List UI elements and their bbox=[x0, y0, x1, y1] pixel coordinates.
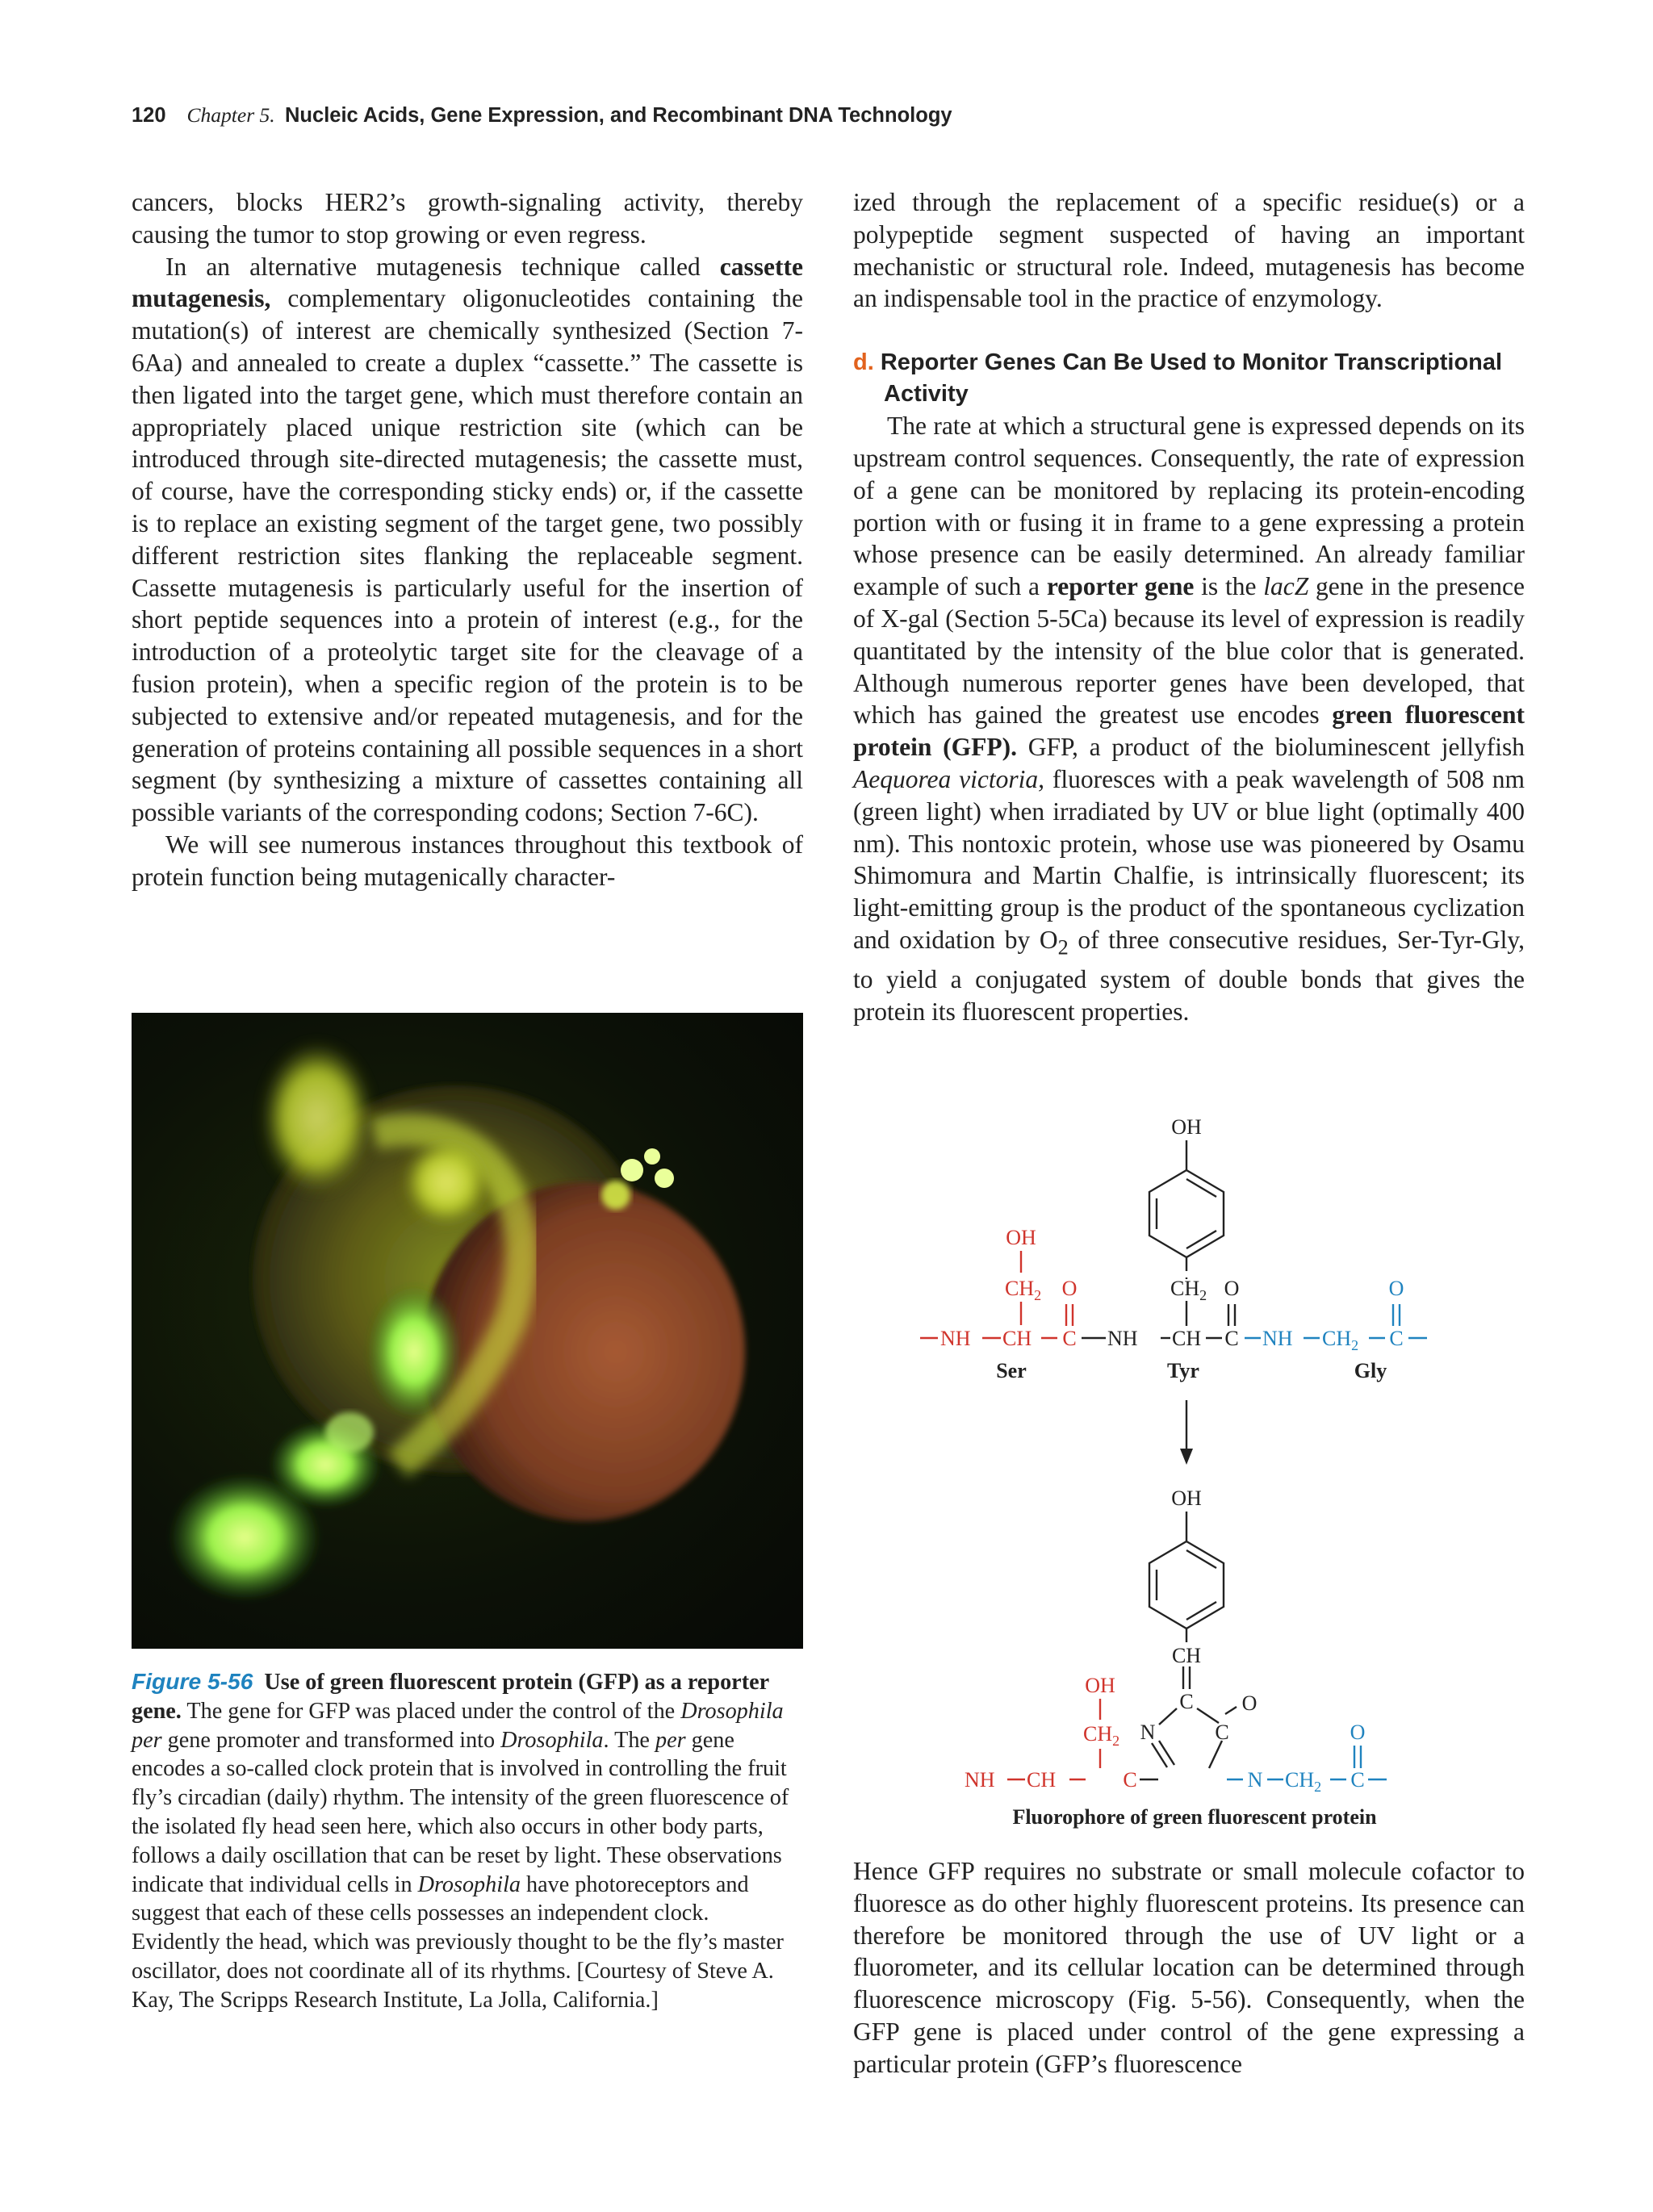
figure-label: Figure 5-56 bbox=[132, 1668, 253, 1694]
fluorophore-ser-ch2: $CH_2$ bbox=[1083, 1722, 1120, 1749]
paragraph: cancers, blocks HER2’s growth-signaling activity, thereby causing the tumor to stop growing or even regress. bbox=[132, 188, 803, 249]
gly-label: Gly bbox=[1354, 1359, 1387, 1382]
tyr-carbonyl-o: O bbox=[1224, 1277, 1240, 1300]
hydroxyl-label: OH bbox=[1171, 1115, 1202, 1139]
fluorophore-ch: CH bbox=[1027, 1768, 1057, 1792]
tyr-ch2-label: $CH_2$ bbox=[1170, 1277, 1207, 1303]
fly-head-photo bbox=[132, 1013, 803, 1649]
gly-ch2: $CH_2$ bbox=[1322, 1327, 1359, 1353]
paragraph: We will see numerous instances throughout this textbook of protein function being mutagenically character- bbox=[132, 830, 803, 891]
key-term: green fluorescent protein (GFP). bbox=[853, 700, 1525, 762]
gly-nh: NH bbox=[1262, 1327, 1293, 1350]
ser-carbonyl-o: O bbox=[1061, 1277, 1078, 1300]
fluorophore-gly-o: O bbox=[1350, 1721, 1366, 1744]
right-column bbox=[853, 186, 1525, 1028]
ser-ch: CH bbox=[1002, 1327, 1032, 1350]
key-term: cassette mutagenesis, bbox=[132, 252, 803, 313]
ring-carbonyl-o: O bbox=[1241, 1691, 1258, 1715]
fluorophore-gly-ch2: $CH_2$ bbox=[1285, 1768, 1322, 1795]
fluorophore-methine: CH bbox=[1171, 1644, 1202, 1667]
gly-carbonyl-o: O bbox=[1388, 1277, 1404, 1300]
chemical-structures bbox=[888, 1093, 1501, 1836]
ring-n: N bbox=[1140, 1721, 1156, 1744]
fluorophore-ser-oh: OH bbox=[1085, 1674, 1115, 1697]
chapter-title: Nucleic Acids, Gene Expression, and Recombinant DNA Technology bbox=[285, 104, 952, 127]
paragraph: The rate at which a structural gene is expressed depends on its upstream control sequences. Consequently, the rate of expression of a gene can be monitored by replacing its protein-encoding portion with or fusing it in frame to a gene expressing a protein whose presence can be easily determined. An already familiar example of such a reporter gene is the lacZ gene in the presence of X-gal (Section 5-5Ca) because its level of expression is readily quantitated by the intensity of the blue color that is generated. Although numerous reporter genes have been developed, that which has gained the greatest use encodes green fluorescent protein (GFP). GFP, a product of the bioluminescent jellyfish Aequorea victoria, fluoresces with a peak wavelength of 508 nm (green light) when irradiated by UV or blue light (optimally 400 nm). This nontoxic protein, whose use was pioneered by Osamu Shimomura and Martin Chalfie, is intrinsically fluorescent; its light-emitting group is the product of the spontaneous cyclization and oxidation by $O_2$ of three consecutive residues, Ser-Tyr-Gly, to yield a conjugated system of double bonds that gives the protein its fluorescent properties. bbox=[853, 412, 1525, 1026]
paragraph: ized through the replacement of a specific residue(s) or a polypeptide segment suspected of having an important mechanistic or structural role. Indeed, mutagenesis has become an indispensable tool in the practice of enzymology. bbox=[853, 188, 1525, 313]
left-column bbox=[132, 186, 803, 893]
running-header bbox=[132, 101, 1528, 130]
tyr-c: C bbox=[1224, 1327, 1239, 1350]
fluorophore-nh: NH bbox=[965, 1768, 995, 1792]
paragraph: Hence GFP requires no substrate or small molecule cofactor to fluoresce as do other highly fluorescent proteins. Its presence can therefore be monitored through the use of UV light or a fluorometer, and its cellular location can be determined through fluorescence microscopy (Fig. 5-56). Consequently, when the GFP gene is placed under control of the gene expressing a particular protein (GFP’s fluorescence bbox=[853, 1857, 1525, 2078]
ring-c2: C bbox=[1215, 1721, 1229, 1744]
gfp-chemistry-diagram bbox=[888, 1093, 1501, 1836]
ser-hydroxyl-label: OH bbox=[1006, 1226, 1036, 1249]
page-number: 120 bbox=[132, 104, 166, 127]
figure-title: Use of green fluorescent protein (GFP) as a reporter gene. bbox=[132, 1670, 769, 1724]
key-term: reporter gene bbox=[1046, 572, 1195, 601]
gfp-fly-image bbox=[132, 1013, 803, 1649]
section-letter: d. bbox=[853, 349, 874, 376]
fluorophore-gly-c: C bbox=[1350, 1768, 1365, 1792]
tyr-ch: CH bbox=[1172, 1327, 1202, 1350]
chapter-label: Chapter 5. bbox=[186, 103, 275, 127]
right-column-continued bbox=[853, 1855, 1525, 2080]
section-heading bbox=[853, 347, 1525, 410]
fluorophore-caption: Fluorophore of green fluorescent protein bbox=[1012, 1805, 1377, 1829]
fluorophore-c: C bbox=[1123, 1768, 1137, 1792]
tyr-nh: NH bbox=[1107, 1327, 1138, 1350]
ring-c: C bbox=[1179, 1690, 1194, 1713]
ser-c: C bbox=[1062, 1327, 1077, 1350]
gly-c: C bbox=[1389, 1327, 1404, 1350]
figure-caption: Figure 5-56 Use of green fluorescent protein (GFP) as a reporter gene. The gene for GFP was placed under the control of the Drosophila per gene promoter and transformed into Drosophila. The per gene encodes a so-called clock protein that is involved in controlling the fruit fly’s circadian (daily) rhythm. The intensity of the green fluorescence of the isolated fly head seen here, which also occurs in other body parts, follows a daily oscillation that can be reset by light. These observations indicate that individual cells in Drosophila have photoreceptors and suggest that each of these cells possesses an independent clock. Evidently the head, which was previously thought to be the fly’s master oscillator, does not coordinate all of its rhythms. [Courtesy of Steve A. Kay, The Scripps Research Institute, La Jolla, California.] bbox=[132, 1668, 789, 2013]
ser-label: Ser bbox=[996, 1359, 1027, 1382]
fluorophore-n: N bbox=[1247, 1768, 1263, 1792]
section-title: Reporter Genes Can Be Used to Monitor Transcriptional Activity bbox=[880, 349, 1503, 408]
ser-ch2-label: $CH_2$ bbox=[1005, 1277, 1042, 1303]
ser-nh: NH bbox=[940, 1327, 971, 1350]
tyr-label: Tyr bbox=[1167, 1359, 1199, 1382]
fluorophore-hydroxyl: OH bbox=[1171, 1487, 1202, 1510]
paragraph: In an alternative mutagenesis technique called cassette mutagenesis, complementary oligonucleotides containing the mutation(s) of interest are chemically synthesized (Section 7-6Aa) and annealed to create a duplex “cassette.” The cassette is then ligated into the target gene, which must therefore contain an appropriately placed unique restriction site (which can be introduced through site-directed mutagenesis; the cassette must, of course, have the corresponding sticky ends) or, if the cassette is to replace an existing segment of the target gene, two possibly different restriction sites flanking the replaceable segment. Cassette mutagenesis is particularly useful for the insertion of short peptide sequences into a protein of interest (e.g., for the introduction of a proteolytic target site for the cleavage of a fusion protein), when a specific region of the protein is to be subjected to extensive and/or repeated mutagenesis, and for the generation of proteins containing all possible sequences in a short segment (by synthesizing a mixture of cassettes containing all possible variants of the corresponding codons; Section 7-6C). bbox=[132, 252, 803, 827]
